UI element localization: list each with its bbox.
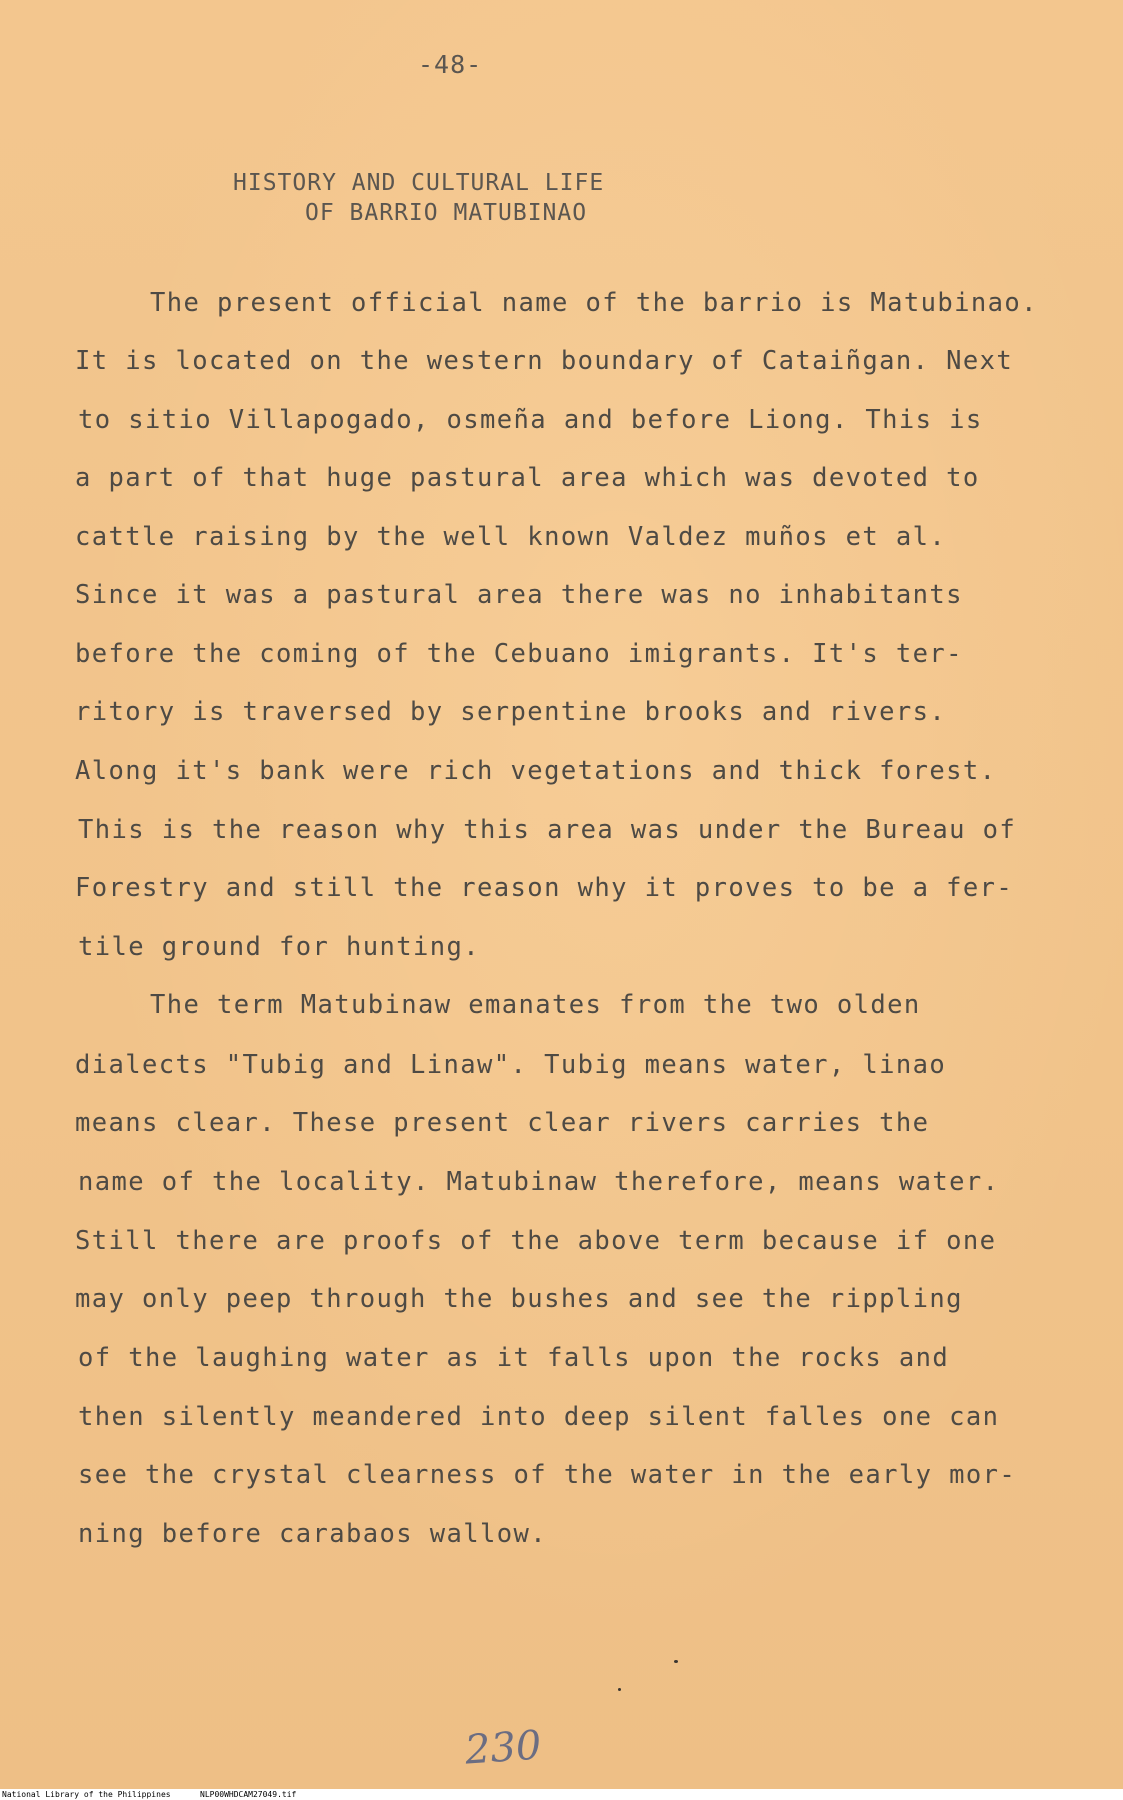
title-line-2: OF BARRIO MATUBINAO [305, 200, 588, 226]
handwritten-folio-number: 230 [463, 1722, 543, 1774]
text-line: cattle raising by the well known Valdez muños et al. [75, 522, 947, 552]
text-line: tile ground for hunting. [78, 932, 481, 962]
text-line: It is located on the western boundary of Cataiñgan. Next [75, 346, 1014, 376]
title-line-1: HISTORY AND CULTURAL LIFE [233, 170, 605, 196]
ink-speck [618, 1688, 621, 1691]
text-line: Along it's bank were rich vegetations and thick forest. [75, 756, 997, 786]
text-line: name of the locality. Matubinaw therefore, means water. [78, 1167, 1000, 1197]
text-line: ning before carabaos wallow. [78, 1519, 548, 1549]
text-line: ritory is traversed by serpentine brooks and rivers. [75, 697, 947, 727]
text-line: may only peep through the bushes and see the rippling [75, 1284, 963, 1314]
text-line: Since it was a pastural area there was no inhabitants [75, 580, 963, 610]
text-line: Forestry and still the reason why it proves to be a fer- [75, 873, 1014, 903]
text-line: of the laughing water as it falls upon the rocks and [78, 1343, 950, 1373]
page-number: -48- [418, 50, 483, 79]
text-line: means clear. These present clear rivers carries the [75, 1108, 930, 1138]
footer-file-name: NLP00WHDCAM27049.tif [200, 1790, 297, 1799]
text-line: before the coming of the Cebuano imigrants. It's ter- [75, 639, 963, 669]
text-line: Still there are proofs of the above term because if one [75, 1226, 997, 1256]
text-line: The present official name of the barrio is Matubinao. [150, 288, 1038, 318]
footer-library-name: National Library of the Philippines [2, 1790, 171, 1799]
text-line: a part of that huge pastural area which was devoted to [75, 463, 980, 493]
text-line: This is the reason why this area was under the Bureau of [78, 815, 1017, 845]
text-line: dialects "Tubig and Linaw". Tubig means water, linao [75, 1050, 947, 1080]
text-line: The term Matubinaw emanates from the two olden [150, 990, 921, 1020]
ink-speck [674, 1660, 678, 1663]
text-line: then silently meandered into deep silent falles one can [78, 1402, 1000, 1432]
text-line: to sitio Villapogado, osmeña and before Liong. This is [78, 405, 983, 435]
text-line: see the crystal clearness of the water in the early mor- [78, 1460, 1017, 1490]
scan-footer [0, 1789, 1123, 1800]
